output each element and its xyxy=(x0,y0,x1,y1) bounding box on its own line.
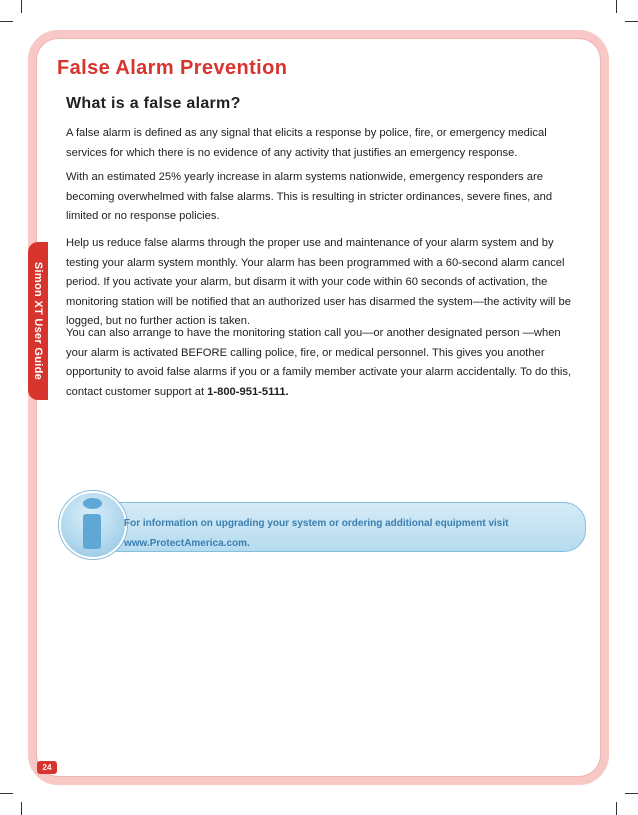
crop-mark xyxy=(625,793,638,794)
page-title: False Alarm Prevention xyxy=(57,57,288,79)
crop-mark xyxy=(0,21,13,22)
crop-mark xyxy=(616,802,617,815)
paragraph-prevention: Help us reduce false alarms through the proper use and maintenance of your alarm system and by testing your alarm system monthly. Your alarm has been programmed with a 60-second alarm cancel period. If you activate your alarm, but disarm it with your code within 60 seconds of activation, the monitoring station will be notified that an authorized user has disarmed the system—the activity will be logged, but no further action is taken. xyxy=(66,237,571,327)
crop-mark xyxy=(21,0,22,13)
info-icon-stem xyxy=(83,514,101,549)
section-heading: What is a false alarm? xyxy=(66,95,241,112)
crop-mark xyxy=(625,21,638,22)
info-banner-text: For information on upgrading your system or ordering additional equipment visit www.ProtectAmerica.com. xyxy=(124,518,509,549)
info-icon-dot xyxy=(83,498,102,509)
paragraph-definition: A false alarm is defined as any signal that elicits a response by police, fire, or emergency medical services for which there is no evidence of any activity that justifies an emergency response. xyxy=(66,127,547,159)
crop-mark xyxy=(0,793,13,794)
paragraph-callback-text: You can also arrange to have the monitoring station call you—or another designated person —when your alarm is activated BEFORE calling police, fire, or medical personnel. This gives you another opportunity to avoid false alarms if you or a family member activate your alarm accidentally. To do this, contact customer support at xyxy=(66,327,572,398)
crop-mark xyxy=(21,802,22,815)
page-number: 24 xyxy=(37,761,57,774)
support-phone: 1-800-951-5111. xyxy=(207,385,289,398)
side-tab-label: Simon XT User Guide xyxy=(32,261,44,381)
crop-mark xyxy=(616,0,617,13)
paragraph-callback xyxy=(66,324,581,402)
paragraph-statistics: With an estimated 25% yearly increase in alarm systems nationwide, emergency responders are becoming overwhelmed with false alarms. This is resulting in stricter ordinances, severe fines, and limited or no response policies. xyxy=(66,171,553,222)
